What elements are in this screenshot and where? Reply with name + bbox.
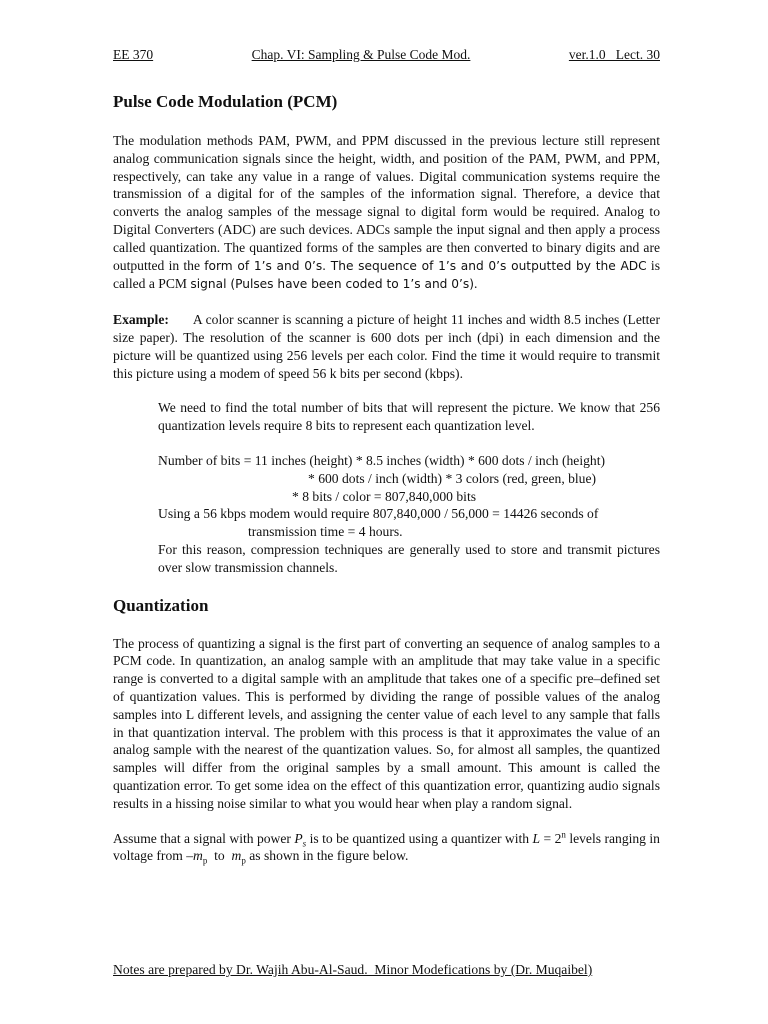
example-paragraph <box>113 311 660 382</box>
example-label: Example: <box>113 312 169 328</box>
quantization-paragraph: The process of quantizing a signal is the first part of converting an sequence of analog samples to a PCM code. In quantization, an analog sample with an amplitude that may take value in a specific range is converted to a digital sample with an amplitude that takes one of a specific pre–defined set of quantization values. This is performed by dividing the range of possible values of the analog samples into L different levels, and assigning the center value of each level to any sample that falls in that quantization interval. The problem with this process is that it approximates the value of an analog sample with the nearest of the quantization values. So, for almost all samples, the quantized samples will differ from the original samples by a small amount. This amount is called the quantization error. To get some idea on the effect of this quantization error, quantizing audio signals results in a hissing noise similar to what you would hear when play a random signal. <box>113 635 660 811</box>
mp-sub-1: p <box>202 856 208 867</box>
assumption-text-e: to <box>207 848 232 864</box>
assumption-text-f: as shown in the figure below. <box>245 848 409 864</box>
mp-symbol-2: m <box>231 848 242 864</box>
intro-text-a: The modulation methods PAM, PWM, and PPM discussed in the previous lecture still represent analog communication signals since the height, width, and position of the PAM, PWM, and PPM, respectively, can take any value in a range of values. Digital communication systems require the transmission of a digital for of the samples of the information signal. Therefore, a device that converts the analog samples of the message signal to digital form would be required. Analog to Digital Converters (ADC) are such devices. ADCs sample the input signal and then apply a process called quantization. The quantized forms of the samples are then converted to binary digits and are outputted in the <box>113 133 660 273</box>
calc-line-4: Using a 56 kbps modem would require 807,840,000 / 56,000 = 14426 seconds of <box>158 506 599 522</box>
power-symbol-sub: s <box>302 838 307 849</box>
intro-text-d: signal (Pulses have been coded to 1’s and 0’s) <box>190 277 475 292</box>
calc-line-3: * 8 bits / color = 807,840,000 bits <box>292 488 477 504</box>
assumption-text-a: Assume that a signal with power <box>113 830 295 846</box>
intro-text-b: form of 1’s and 0’s. The sequence of 1’s and 0’s outputted by the ADC <box>204 258 647 273</box>
section-title-pcm: Pulse Code Modulation (PCM) <box>113 92 338 111</box>
assumption-text-b: is to be quantized using a quantizer with <box>306 830 533 846</box>
header-course: EE 370 <box>113 47 154 62</box>
calc-line-6: For this reason, compression techniques are generally used to store and transmit pictures over slow transmission channels. <box>158 541 660 575</box>
power-symbol-main: P <box>294 830 303 846</box>
solution-intro: We need to find the total number of bits that will represent the picture. We know that 256 quantization levels require 8 bits to represent each quantization level. <box>158 400 660 434</box>
page-footer: Notes are prepared by Dr. Wajih Abu-Al-Saud. Minor Modefications by (Dr. Muqaibel) <box>113 962 593 977</box>
calc-line-1: Number of bits = 11 inches (height) * 8.5 inches (width) * 600 dots / inch (height) <box>158 452 605 468</box>
calc-line-5: transmission time = 4 hours. <box>248 524 403 540</box>
intro-text-c: is called a PCM <box>113 257 660 292</box>
assumption-paragraph <box>113 830 660 866</box>
page-header <box>113 46 660 64</box>
header-version: ver.1.0 Lect. 30 <box>568 47 660 62</box>
solution-block <box>158 399 660 576</box>
assumption-text-c: = 2 <box>540 830 562 846</box>
example-text: A color scanner is scanning a picture of height 11 inches and width 8.5 inches (Letter size paper). The resolution of the scanner is 600 dots per inch (dpi) in each dimension and the picture will be quantized using 256 levels per each color. Find the time it would require to transmit this picture using a modem of speed 56 k bits per second (kbps). <box>113 312 660 381</box>
assumption-text-d: levels ranging in voltage from – <box>113 830 660 864</box>
levels-symbol: L <box>532 830 541 846</box>
mp-sub-2: p <box>241 856 246 867</box>
calc-line-2: * 600 dots / inch (width) * 3 colors (red, green, blue) <box>308 470 597 486</box>
intro-text-e: . <box>474 276 478 292</box>
section-title-quantization: Quantization <box>113 595 209 615</box>
intro-paragraph <box>113 132 660 294</box>
power-symbol <box>294 830 307 849</box>
levels-exponent: n <box>561 828 566 839</box>
header-chapter: Chap. VI: Sampling & Pulse Code Mod. <box>251 47 471 62</box>
document-page <box>113 46 660 865</box>
mp-symbol-1: m <box>193 848 203 864</box>
calculation <box>158 452 660 577</box>
